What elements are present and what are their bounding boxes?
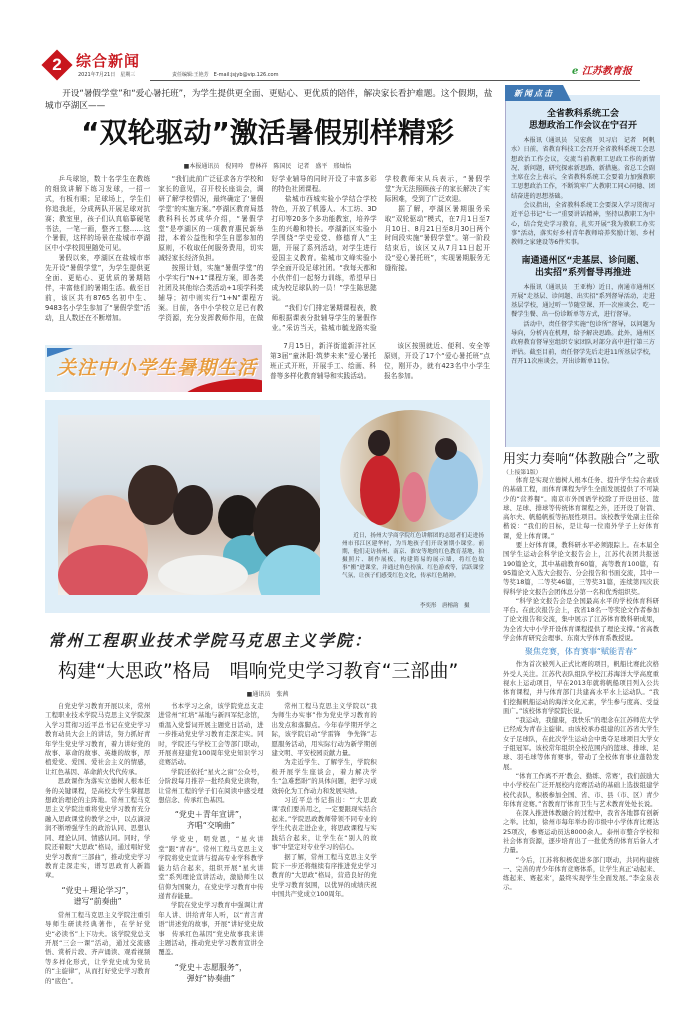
paragraph: 会议指出，全省教科系统工会要深入学习贯彻习近平总书记“七一”重要讲话精神，坚持以教职工为中心，结合党史学习教育，扎实开展“我为教职工办实事”活动，落实好乡村青年教师培养奖励计划、乡村教师之家建设等6件实事。 xyxy=(511,202,655,247)
lead-headline: “双轮驱动”激活暑假别样精彩 xyxy=(81,116,454,149)
editor-info: 责任编辑:王艳芳 E-mail:jsjyb@vip.126.com xyxy=(172,72,279,78)
photo-caption: 近日，扬州大学商学院红色讲解团的志愿者们走进扬州市邗江区建华村，为当地孩子们开设暑期小课堂。前期，他们走访扬州、南京、淮安等地的红色教育基地，拍摄照片、制作展板，构建简易的展示墙，将红色故事“搬”进课堂，并通过角色扮演、红色游戏等，活跃课堂气氛，让孩子们感受红色文化，传承红色精神。 xyxy=(342,533,484,579)
paragraph: 思政课作为落实立德树人根本任务的关键课程，是高校大学生掌握思想政治理论的主阵地。常州工程马克思主义学院注重将党史学习教育充分融入思政课堂的教学之中，以点滴浸润不断增强学生的政治认同、思想认同、理论认同、情感认同。同时，学院还着眼“大思政”格局，通过唱好党史学习教育“三部曲”，推动党史学习教育走深走实，谱写思政育人新篇章。 xyxy=(45,777,151,880)
paragraph: 按照计划，实施“暑假学堂”的小学实行“N+1”课程方案，即各类社团及其他综合类活动+1项学科类辅导；初中则实行“1+N”课程方案。目前，各中小学校立足已有教学资源，充分发挥教师作用，在做好学业辅导的同时开设了丰富多彩的特色社团课程。 xyxy=(158,175,377,322)
paragraph: “我运动，我健康，我快乐”的理念在江苏师范大学已经成为青春主旋律。由该校承办组建的江苏省大学生女子足球队，在此次学生运动会中勇夺足球项目大学女子组冠军。该校常年组织全校范围内的篮球、排球、足球、羽毛球等体育赛事，带动了全校体育事业蓬勃发展。 xyxy=(503,716,659,771)
article2-kicker: 常州工程职业技术学院马克思主义学院： xyxy=(48,631,373,650)
paragraph: 为走近学生、了解学生，学院积极开展学生座谈会，着力解决学生“急难愁盼”的具体问题，把学习成效转化为工作动力和发展实绩。 xyxy=(271,758,377,795)
lead-body xyxy=(45,175,490,339)
news-click-items xyxy=(511,108,655,443)
paragraph: 该区按照就近、便利、安全等原则，开设了17个“爱心暑托班”点位，刚开办，就有423名中小学生报名参加。 xyxy=(384,342,490,380)
paragraph: 暑假以来，亭湖区在盐城市率先开设“暑假学堂”，为学生提供更全面、更贴心、更优质的暑期陪伴，丰富他们的暑期生活。截至目前，该区共有8765名初中生、9483名小学生参加了“暑假学堂”活动，且人数还在不断增加。 xyxy=(45,254,151,322)
newspaper-logo xyxy=(572,62,632,77)
paragraph: 书本学习之余，该学院党总支走进常州“红培”基地与新四军纪念馆，重温入党誓词开展主题党日活动，进一步推动党史学习教育走深走实。同时，学院还与学校工会等部门联动，开展喜迎建党100周年党史知识学习竞赛活动。 xyxy=(158,702,264,767)
page-number: 2 xyxy=(52,55,62,74)
paragraph: 盐城市西城实验小学结合学校特色，开放了机器人、木工坊、3D打印等20多个多功能教室，培养学生的兴趣和特长。亭湖新区实验小学围绕“学史爱党、修德育人”主题，开展了系列活动，对学生进行爱国主义教育。盐城市文峰实验小学全面开设足球社团。“我每天都和小伙伴们一起努力训练，希望早日成为校足球队的一员！”学生陈思懿说。 xyxy=(271,194,377,302)
subheading: “党史＋青年宣讲”， 齐唱“交响曲” xyxy=(174,810,248,831)
paragraph: 作为首次被列入正式比赛的项目，帆船比赛此次格外受人关注。江苏代表队组队学校江苏海洋大学高度重视水上运动项目，早在2013年就将帆船项目列入公共体育课程，并与体育部门共建高水平水上运动队。“我们挖掘帆船运动的海洋文化元素，学生参与度高、受益面广。”该校体育学院院长说。 xyxy=(503,660,659,715)
section-title: 综合新闻 xyxy=(76,52,141,70)
paragraph: 学院还依托“星火之窗”公众号，分阶段每月推荐一批经典党史读物，让常州工程的学子们在阅读中感受理想信念、传承红色基因。 xyxy=(158,767,264,805)
paragraph: 常州工程马克思主义学院注重引导师生研读经典著作，在学好党史“必读书”上下功夫。该学院党总支开展“三会一课”活动，通过交流感悟、赏析片段、齐声诵读、观看视频等多样化形式，让学党史成为党员的“主旋律”，从而打好党史学习教育的“底色”。 xyxy=(45,910,151,985)
lead-body-continued xyxy=(270,342,490,396)
lead-intro: 开设“暑假学堂”和“爱心暑托班”，为学生提供更全面、更贴心、更优质的陪伴，解决家长看护难题。这个假期，盐城市亭湖区—— xyxy=(45,89,493,111)
right-article-body xyxy=(503,476,659,988)
summer-life-banner xyxy=(45,345,262,392)
logo-icon: e xyxy=(572,66,579,77)
paragraph: 常州工程马克思主义学院以“我为师生办实事”作为党史学习教育的出发点和落脚点。今年春学期开学之际，该学院启动“学雷锋 争先锋”志愿服务活动，用实际行动为新学期创建文明、平安校园贡献力量。 xyxy=(271,702,377,758)
news-click-tag: 新闻点击 xyxy=(505,85,563,101)
issue-date: 2021年7月21日 星期三 xyxy=(78,72,136,78)
brief-body xyxy=(511,136,655,248)
photo-children-playing xyxy=(58,415,320,595)
article2-byline: ■通讯员 张茜 xyxy=(246,691,289,698)
photo-credit: 李奕彤 唐榕韵 摄 xyxy=(420,603,470,609)
lead-byline: ■本报通讯员 倪同吟 曹林祥 陈国民 记者 盛平 邢灿怡 xyxy=(183,163,352,170)
subheading: “党史＋志愿服务”， 弹好“协奏曲” xyxy=(174,962,248,983)
brief-body xyxy=(511,283,655,367)
paragraph: 本报讯（通讯员 王亚梅）近日，南通市通州区开展“走基层、诊问题、出实招”系列督导活动，走进基层学校，通过听一节随堂课、开一次座谈会、吃一餐学生餐、出一份诊断单等方式，进行督导。 xyxy=(511,283,655,319)
brief-title: 南通通州区“走基层、诊问题、 出实招”系列督导再推进 xyxy=(521,255,645,278)
paragraph: 要上好体育课，教科研水平必须跟踪上。在本届全国学生运动会科学论文报告会上，江苏代表团共报送190篇论文，其中基础教育60篇，高等教育100篇，有95篇论文入选大会报告、分会报告和书面交流，其中一等奖18篇，二等奖46篇，三等奖31篇，连续第四次获得科学论文报告会团体总分第一名和优秀组织奖。 xyxy=(503,541,659,596)
paragraph: 活动中，责任督学实施“包诊所”督导，以问题为导向，分析内在机理，给予解决思路。此外，通州区政府教育督导室组织专家团队对部分高中进行第三方评估。截至目前，责任督学先后走进11所基层学校，召开11次座谈会，开出诊断单11份。 xyxy=(511,320,655,365)
article2-body xyxy=(45,702,490,987)
paragraph: 7月15日，新洋街道新洋社区第3届“童沐阳·筑梦未来”爱心暑托班正式开班，开展手工、绘画、科普等多样化教育辅导和实践活动。 xyxy=(270,342,376,380)
brief-title: 全省教科系统工会 思想政治工作会议在宁召开 xyxy=(528,109,637,131)
photo-red-lesson xyxy=(340,410,483,532)
paragraph: “科学论文报告会是全国最高水平的学校体育科研平台。在此次报告会上，我省18名一等奖论文作者参加了论文报告和交流，集中展示了江苏体育教科研成果，为全省大中小学开设体育课程提供了理论支撑。”省高教学会体育研究会理事、东南大学体育系教授说。 xyxy=(503,596,659,643)
paragraph: 学院在党史学习教育中强调让青年人讲、讲给青年人听，以“青言青语”讲述党的故事，开展“讲好党史故事 传承红色基因”党史故事我来讲主题活动，推动党史学习教育宣讲全覆盖。 xyxy=(158,901,264,957)
paragraph: 据了解，常州工程马克思主义学院下一步还将继续有序推进党史学习教育的“大思政”格局，营造良好的党史学习教育氛围，以优异的成绩庆祝中国共产党成立100周年。 xyxy=(271,852,377,899)
logo-text: 江苏教育报 xyxy=(581,66,632,77)
paragraph: 据了解，亭湖区暑期服务采取“双轮驱动”模式，在7月1日至7月10日、8月21日至8月30日两个时间段实施“暑假学堂”。第一阶段结束后，该区又从7月11日起开设“爱心暑托班”，实现暑期服务无缝衔接。 xyxy=(384,204,490,273)
paragraph: 体育是实现立德树人根本任务、提升学生综合素质的基础工程，而体育课程为学生全面发展提供了不可缺少的“营养餐”。南京市外国语学校除了开设田径、篮球、足球、排球等传统体育课程之外，还开设了射箭、高尔夫、帆船帆板等拓展性项目。该校教学处副主任徐楷说：“我们的目标，是让每一位南外学子上好体育课，爱上体育课。” xyxy=(503,476,659,540)
paragraph: 自党史学习教育开展以来，常州工程职业技术学院马克思主义学院深入学习贯彻习近平总书记在党史学习教育动员大会上的讲话，努力抓好青年学生党史学习教育，着力讲好党的故事、革命的故事、英雄的故事，厚植爱党、爱国、爱社会主义的情感，让红色基因、革命薪火代代传承。 xyxy=(45,702,151,776)
paragraph: 本报讯（通讯员 吴宏燕 贝习启 记者 阿帆水）日前，省教育科技工会召开全省教科系统工会思想政治工作会议，交流当前教职工思政工作的新情况、新问题，研究探索新思路、新措施。省总工会副主席在会上表示，全省教科系统工会要着力加强教职工思想政治工作，不断筑牢广大教职工同心同德、团结奋进的思想基础。 xyxy=(511,137,655,200)
paragraph: “我们专门排定暑期课程表，教师根据课表分批辅导学生的暑假作业。”采访当天，盐城市毓龙路实验学校教师宋从兵表示，“暑假学堂”为无法照顾孩子的家长解决了实际困难，受到了广泛欢迎。 xyxy=(271,175,490,332)
paragraph: 习近平总书记指出：“‘大思政课’我们要善用之，一定要跟现实结合起来。”学院思政教师带领不同专业的学生代表走进企业，将思政课程与实践结合起来，让学生在“别人的故事”中坚定对专业学习的信心。 xyxy=(271,796,377,852)
banner-text: 关注中小学生暑期生活 xyxy=(57,357,258,379)
subheading: “党史＋理论学习”， 谱写“前奏曲” xyxy=(61,885,134,906)
paragraph: “体育工作离不开‘教会、勤练、常赛’，我们鼓励大中小学校在广泛开展校内竞赛活动的基础上选拔组建学校代表队，积极参加全国、省、市、县（市、区）青少年体育竞赛。”省教育厅体育卫生与艺术教育处处长说。 xyxy=(503,771,659,808)
paragraph: 在深入推进体教融合的过程中，我省各地都有创新之举。比如，徐州市每年举办的市级中小学体育比赛达25项次，参赛运动员达8000余人。泰州市整合学校和社会体育资源，逐步培育出了一批优秀的体育后备人才力量。 xyxy=(503,809,659,855)
header-divider xyxy=(150,80,640,81)
paragraph: “我们此前广泛征求各方学校和家长的意见，召开校长座谈会，调研了解学校情况，最终确定了‘暑假学堂’的实施方案。”亭湖区教育局基教科科长苏成华介绍，“暑假学堂”是亭湖区的一项教育惠民新举措，本着公益性和学生自愿参加的原则，不收取任何服务费用，切实减轻家长经济负担。 xyxy=(158,175,264,263)
paragraph: “今后，江苏将积极促进多部门联动，共同构建统一、完善的青少年体育竞赛体系，让学生真正‘动起来、练起来、赛起来’，最终实现学生全面发展。”李金泉表示。 xyxy=(503,855,659,892)
subheading: 聚焦竞赛，体育赛事“赋能青春” xyxy=(524,647,638,657)
paragraph: 学党史，明党恩，“星火讲堂”跟“青春”。常州工程马克思主义学院将党史宣讲与提高专业学科教学能力结合起来，组织开展“星火讲堂”系列理论宣讲活动，激励师生以信仰为国聚力，在党史学习教育中传递青春能量。 xyxy=(158,835,264,900)
right-article-headline: 用实力奏响“体教融合”之歌 xyxy=(503,452,660,467)
article2-headline: 构建“大思政”格局 唱响党史学习教育“三部曲” xyxy=(58,660,459,682)
paragraph: 乒乓球馆，数十名学生在教练的细致讲解下练习发球，一招一式，有板有眼；足球场上，学生们你追我赶，分成两队开展足球对抗赛；教室里，孩子们认真临摹硬笔书法，一笔一画，整齐工整……这个暑假，这样的场景在盐城市亭湖区中小学校园里随处可见。 xyxy=(45,175,151,253)
continued-note: （上接第1版） xyxy=(503,470,542,476)
